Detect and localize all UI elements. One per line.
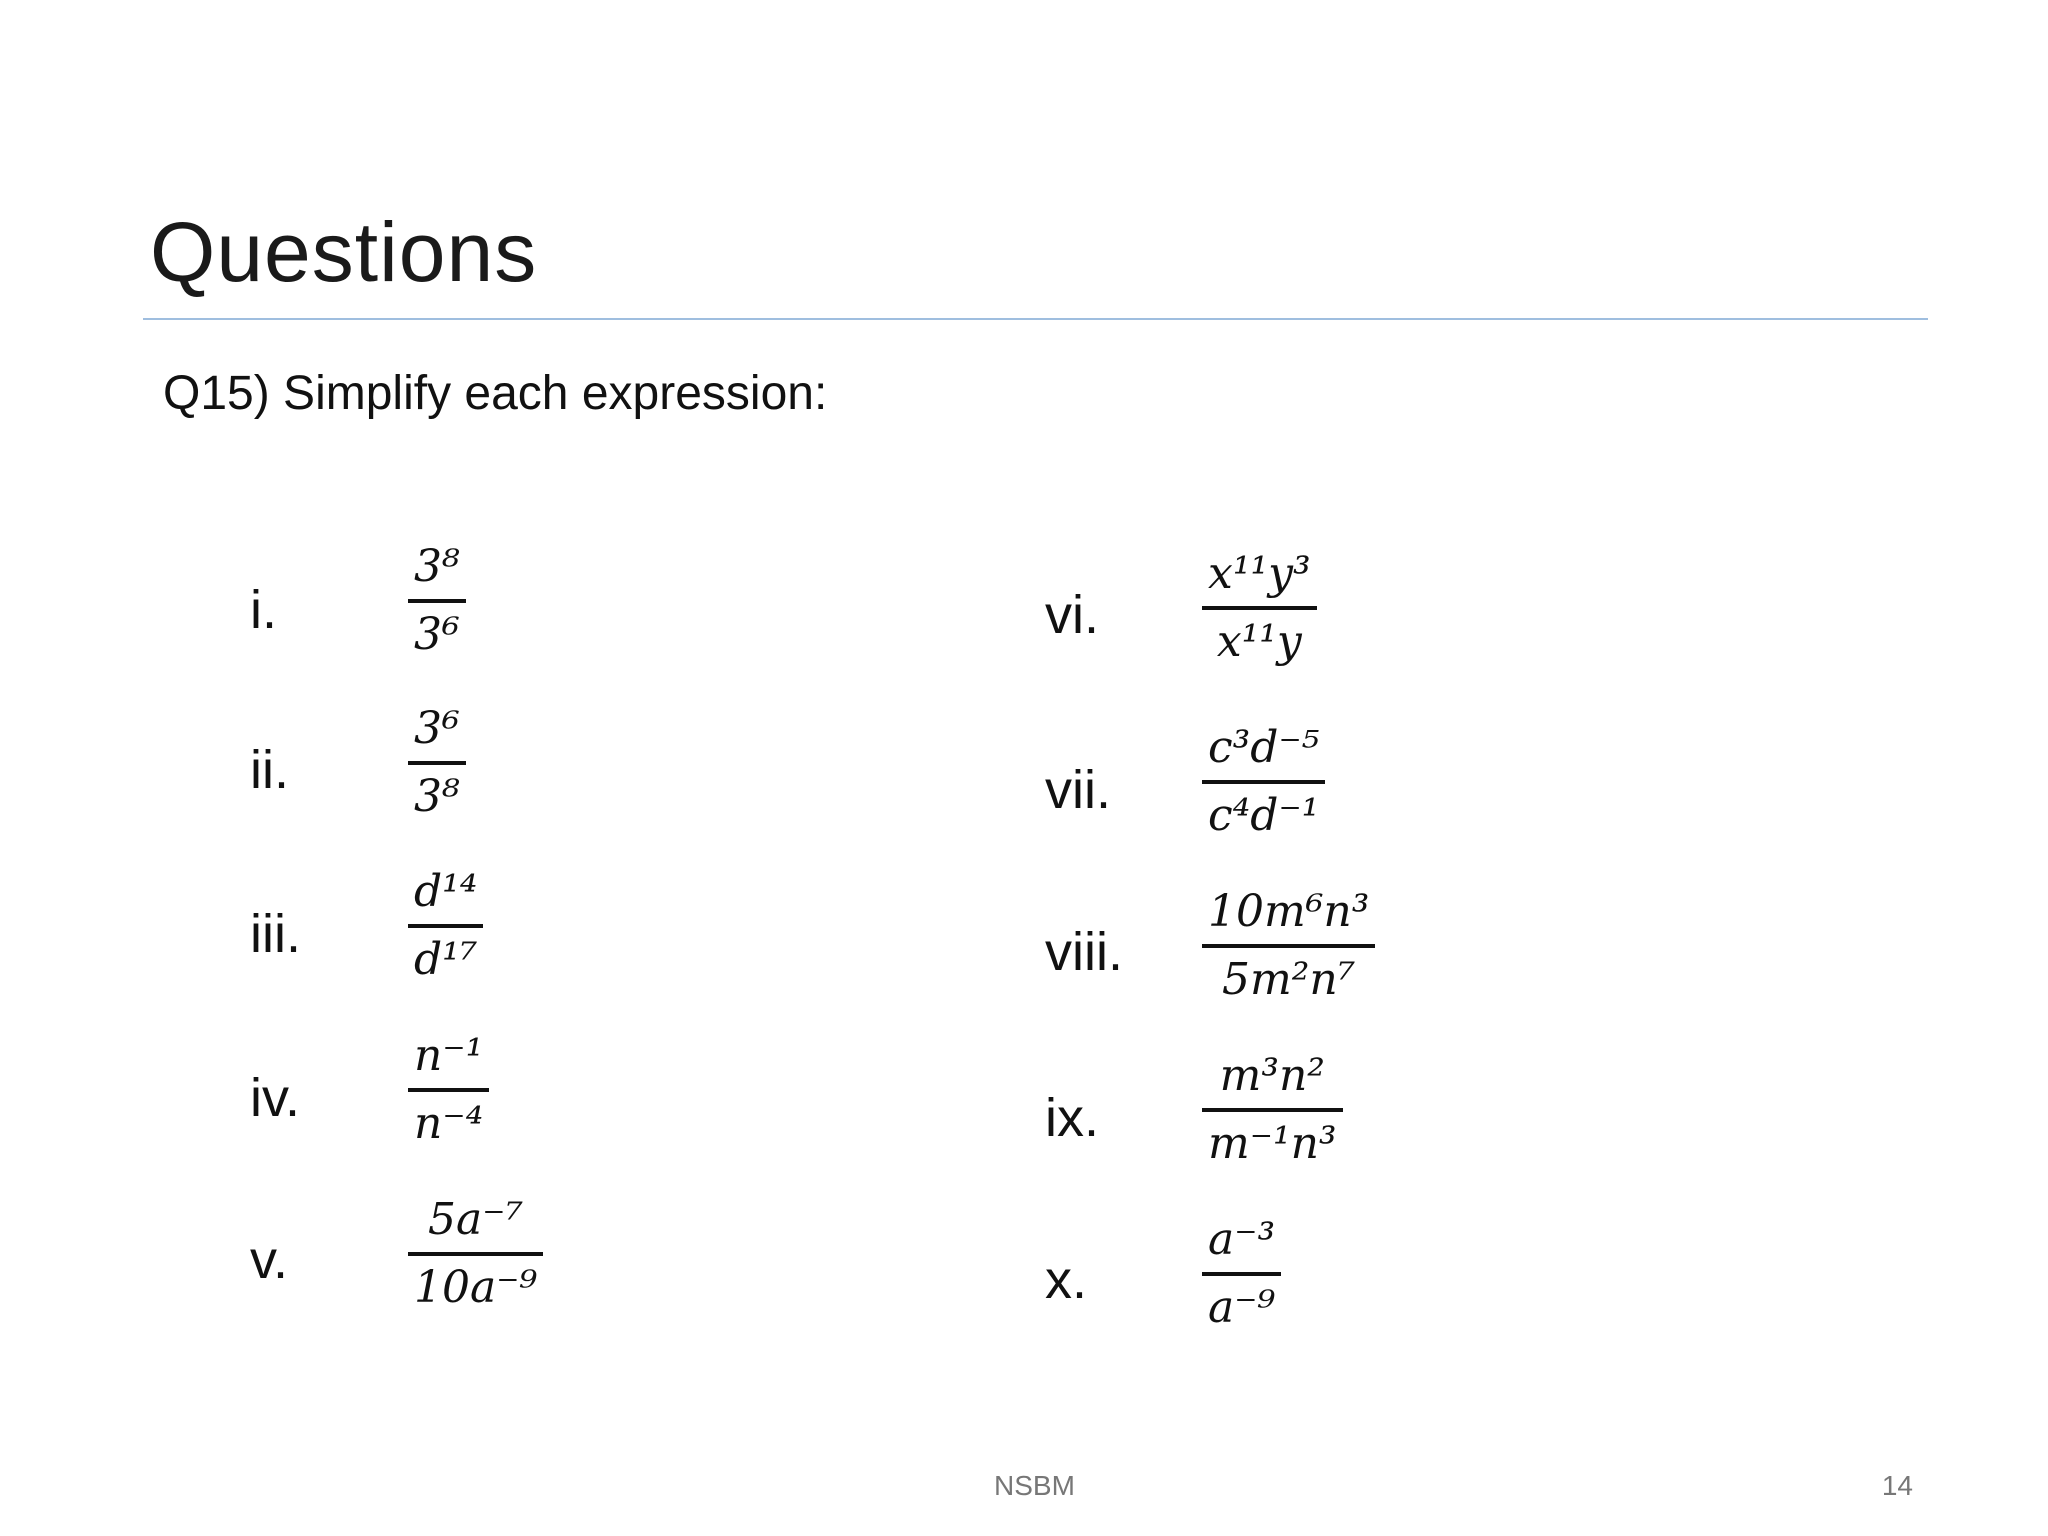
item-label: ii.: [250, 740, 289, 800]
numerator: x¹¹y³: [1208, 548, 1311, 599]
fraction-i: [408, 535, 466, 667]
item-label: i.: [250, 580, 277, 640]
numerator: 5a⁻⁷: [428, 1194, 524, 1245]
exercise-item-iii: [250, 854, 301, 1014]
item-label: x.: [1045, 1250, 1088, 1310]
numerator: n⁻¹: [414, 1030, 484, 1081]
numerator: a⁻³: [1208, 1214, 1276, 1265]
fraction-v: [408, 1188, 543, 1320]
exercise-item-viii: [1045, 872, 1123, 1032]
exercise-item-ii: [250, 690, 289, 850]
fraction-ii: [408, 697, 466, 829]
numerator: 3⁸: [414, 541, 460, 592]
exercise-item-x: [1045, 1200, 1087, 1360]
page-number: 14: [1881, 1470, 1913, 1501]
denominator: n⁻⁴: [414, 1098, 484, 1149]
fraction-ix: [1202, 1044, 1343, 1176]
fraction-viii: [1202, 880, 1375, 1012]
slide-title: Questions: [150, 205, 538, 299]
fraction-x: [1202, 1208, 1281, 1340]
title-divider: [143, 318, 1928, 320]
item-label: ix.: [1045, 1088, 1099, 1148]
footer-label: NSBM: [994, 1470, 1075, 1501]
numerator: 3⁶: [414, 703, 460, 754]
question-prompt: Q15) Simplify each expression:: [163, 367, 828, 420]
denominator: d¹⁷: [414, 934, 478, 985]
denominator: x¹¹y: [1216, 616, 1302, 667]
denominator: a⁻⁹: [1208, 1282, 1276, 1333]
item-label: vi.: [1045, 585, 1099, 645]
denominator: 10a⁻⁹: [414, 1262, 538, 1313]
exercise-item-v: [250, 1180, 288, 1340]
exercise-item-ix: [1045, 1038, 1099, 1198]
item-label: vii.: [1045, 760, 1111, 820]
denominator: 5m²n⁷: [1221, 954, 1356, 1005]
exercise-item-vi: [1045, 535, 1099, 695]
exercise-item-iv: [250, 1018, 300, 1178]
numerator: c³d⁻⁵: [1208, 722, 1320, 773]
numerator: d¹⁴: [414, 866, 478, 917]
fraction-iv: [408, 1024, 489, 1156]
numerator: 10m⁶n³: [1208, 886, 1370, 937]
item-label: iv.: [250, 1068, 300, 1128]
item-label: iii.: [250, 904, 301, 964]
item-label: v.: [250, 1230, 288, 1290]
fraction-vii: [1202, 716, 1325, 848]
fraction-iii: [408, 860, 483, 992]
denominator: 3⁸: [414, 771, 460, 822]
denominator: m⁻¹n³: [1208, 1118, 1337, 1169]
item-label: viii.: [1045, 922, 1123, 982]
exercise-item-vii: [1045, 710, 1111, 870]
exercise-item-i: [250, 530, 277, 690]
denominator: 3⁶: [414, 609, 460, 660]
denominator: c⁴d⁻¹: [1208, 790, 1320, 841]
fraction-vi: [1202, 542, 1317, 674]
numerator: m³n²: [1219, 1050, 1325, 1101]
